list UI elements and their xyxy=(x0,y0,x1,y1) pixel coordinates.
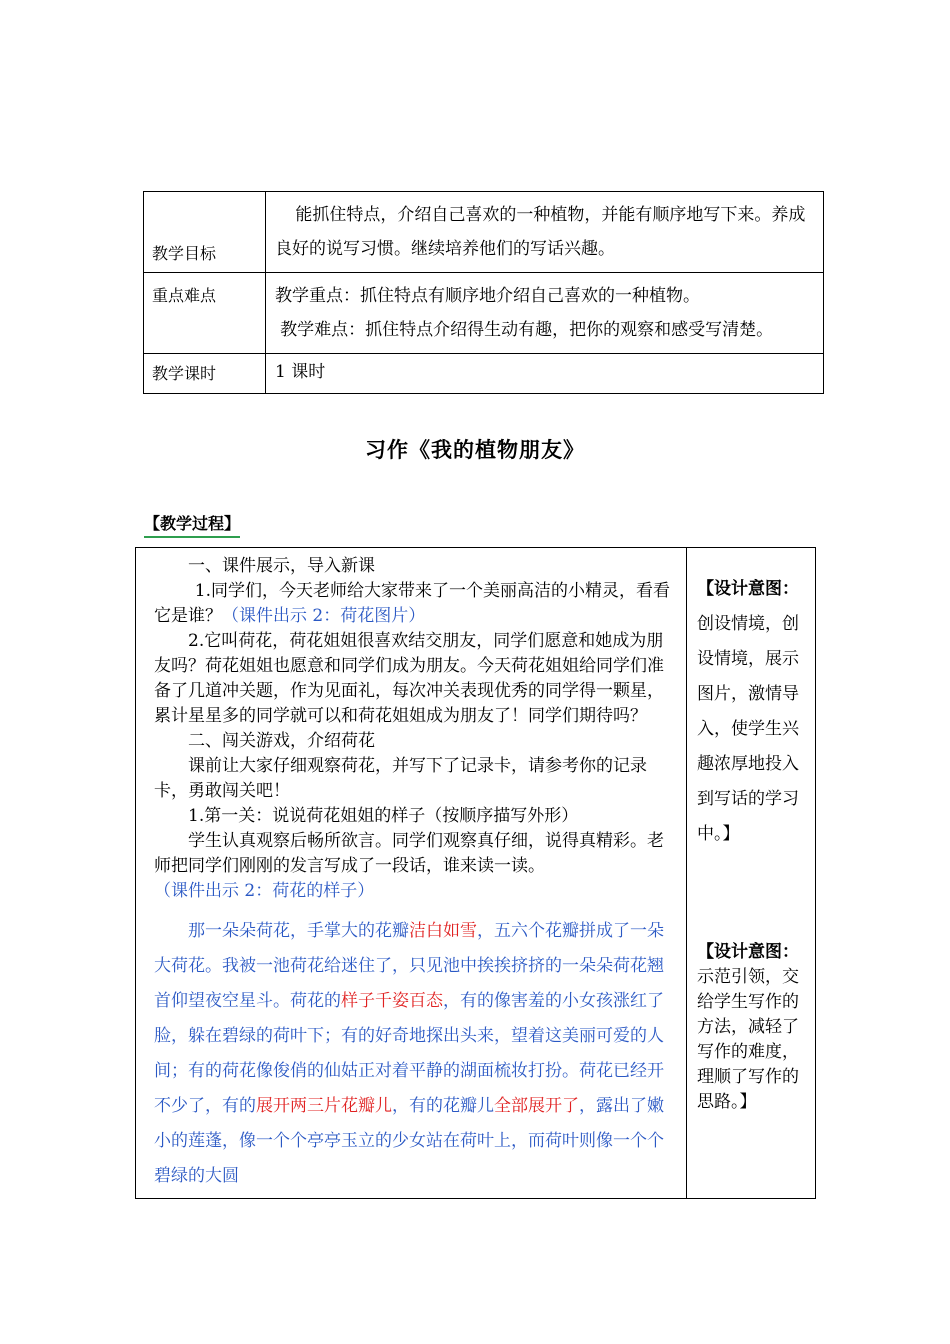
design-note-1-body: 创设情境，创设情境，展示图片，激情导入，使学生兴趣浓厚地投入到写话的学习中。】 xyxy=(697,614,799,844)
process-content-cell xyxy=(136,548,687,1199)
section-2-paragraph-1: 课前让大家仔细观察荷花，并写下了记录卡，请参考你的记录卡，勇敢闯关吧！ xyxy=(154,756,647,801)
teaching-process-table xyxy=(135,547,816,1199)
highlight-phrase-4: 全部展开了 xyxy=(494,1096,579,1116)
teaching-goal-label: 教学目标 xyxy=(144,192,266,273)
teaching-goal-text: 能抓住特点，介绍自己喜欢的一种植物，并能有顺序地写下来。养成良好的说写习惯。继续培养他们的写话兴趣。 xyxy=(275,205,806,259)
courseware-note-2: （课件出示 2：荷花的样子） xyxy=(154,881,375,901)
difficulty-text: 教学难点：抓住特点介绍得生动有趣，把你的观察和感受写清楚。 xyxy=(280,320,774,340)
design-note-1 xyxy=(697,572,805,852)
section-2-heading: 二、闯关游戏，介绍荷花 xyxy=(188,731,375,751)
highlight-phrase-2: 样子千姿百态 xyxy=(341,991,443,1011)
key-point-text: 教学重点：抓住特点有顺序地介绍自己喜欢的一种植物。 xyxy=(275,286,700,306)
row-teaching-goal xyxy=(144,192,824,273)
highlight-phrase-3: 展开两三片花瓣儿 xyxy=(256,1096,392,1116)
highlight-phrase-1: 洁白如雪 xyxy=(409,921,477,941)
lesson-info-table xyxy=(143,191,824,394)
process-heading: 【教学过程】 xyxy=(144,511,240,538)
row-class-hours xyxy=(144,354,824,394)
courseware-note-1: （课件出示 2：荷花图片） xyxy=(222,606,426,626)
section-1-paragraph-1: 1.同学们，今天老师给大家带来了一个美丽高洁的小精灵，看看它是谁？（课件出示 2：荷花图片） xyxy=(154,581,671,626)
design-note-2-label: 【设计意图： xyxy=(697,942,799,962)
class-hours-value: 1 课时 xyxy=(266,354,824,394)
design-note-1-label: 【设计意图： xyxy=(697,579,799,599)
section-1-heading: 一、课件展示，导入新课 xyxy=(188,556,375,576)
sample-passage: 那一朵朵荷花，手掌大的花瓣洁白如雪，五六个花瓣拼成了一朵大荷花。我被一池荷花给迷住了，只见池中挨挨挤挤的一朵朵荷花翘首仰望夜空星斗。荷花的样子千姿百态，有的像害羞的小女孩涨红了脸，躲在碧绿的荷叶下；有的好奇地探出头来，望着这美丽可爱的人间；有的荷花像俊俏的仙姑正对着平静的湖面梳妆打扮。荷花已经开不少了，有的展开两三片花瓣儿，有的花瓣儿全部展开了，露出了嫩小的莲蓬，像一个个亭亭玉立的少女站在荷叶上，而荷叶则像一个个碧绿的大圆 xyxy=(154,921,664,1186)
design-intent-cell xyxy=(687,548,816,1199)
section-2-paragraph-3: 学生认真观察后畅所欲言。同学们观察真仔细，说得真精彩。老师把同学们刚刚的发言写成了一段话，谁来读一读。 xyxy=(154,831,664,876)
section-2-paragraph-2: 1.第一关：说说荷花姐姐的样子（按顺序描写外形） xyxy=(188,806,579,826)
design-note-2 xyxy=(697,940,805,1115)
document-title: 习作《我的植物朋友》 xyxy=(365,437,585,462)
row-key-points xyxy=(144,273,824,354)
class-hours-label: 教学课时 xyxy=(144,354,266,394)
design-note-2-body: 示范引领，交给学生写作的方法，减轻了写作的难度，理顺了写作的思路。】 xyxy=(697,967,799,1112)
section-1-paragraph-2: 2.它叫荷花，荷花姐姐很喜欢结交朋友，同学们愿意和她成为朋友吗？荷花姐姐也愿意和同学们成为朋友。今天荷花姐姐给同学们准备了几道冲关题，作为见面礼，每次冲关表现优秀的同学得一颗星，累计星星多的同学就可以和荷花姐姐成为朋友了！同学们期待吗？ xyxy=(154,631,664,726)
key-points-label: 重点难点 xyxy=(144,273,266,354)
